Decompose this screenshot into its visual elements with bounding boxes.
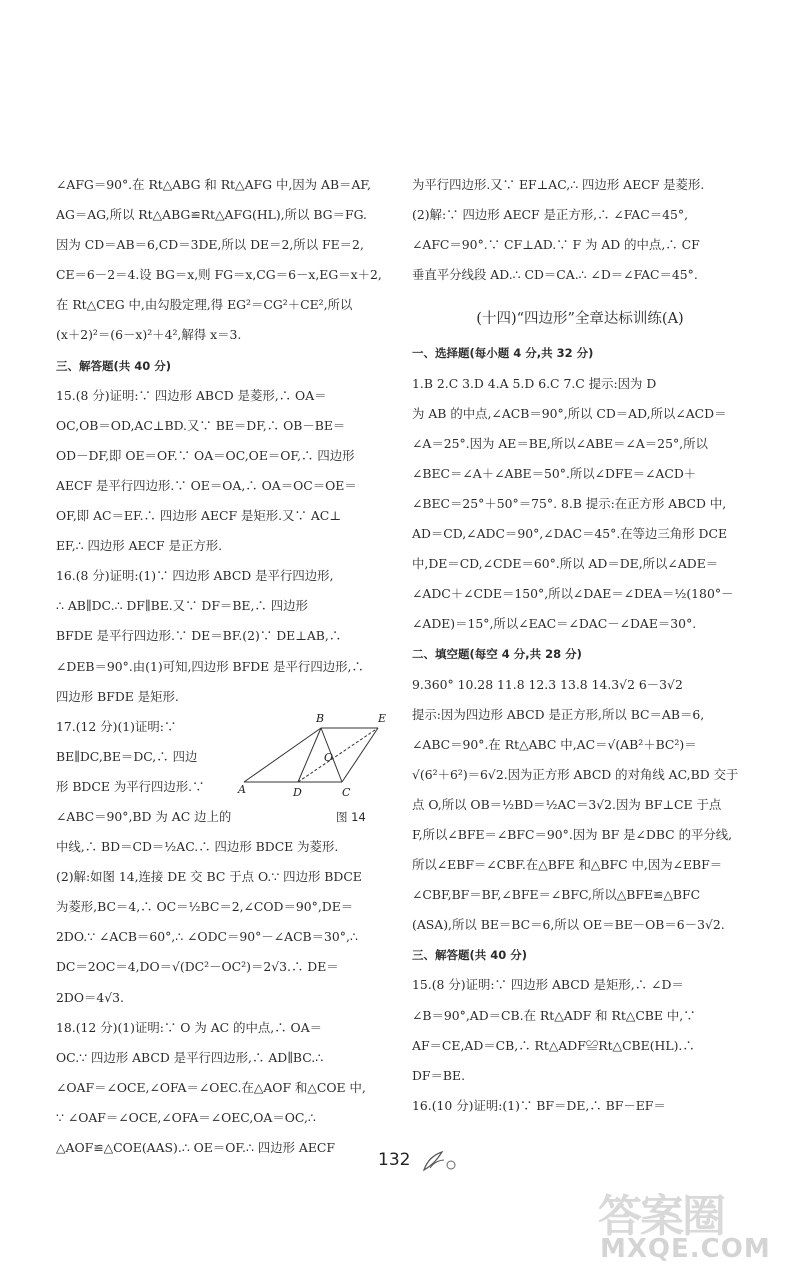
figure-caption: 图 14: [336, 809, 366, 824]
label-a: A: [238, 782, 246, 796]
text-line: ∵ ∠OAF＝∠OCE,∠OFA＝∠OEC,OA＝OC,∴: [56, 1109, 316, 1125]
figure-block: [56, 712, 392, 832]
text-line: 因为 CD＝AB＝6,CD＝3DE,所以 DE＝2,所以 FE＝2,: [56, 237, 364, 253]
text-line: 点 O,所以 OB＝½BD＝½AC＝3√2.因为 BF⊥CE 于点: [412, 796, 722, 812]
text-line: ∠ABC＝90°,BD 为 AC 边上的: [56, 808, 232, 824]
text-line: (2)解:如图 14,连接 DE 交 BC 于点 O.∵ 四边形 BDCE: [56, 869, 362, 885]
label-b: B: [316, 711, 325, 725]
text-line: ∠DEB＝90°.由(1)可知,四边形 BFDE 是平行四边形,∴: [56, 658, 364, 674]
text-line: ∴ AB∥DC.∴ DF∥BE.又∵ DF＝BE,∴ 四边形: [56, 598, 308, 614]
text-line: (2)解:∵ 四边形 AECF 是正方形,∴ ∠FAC＝45°,: [412, 207, 689, 223]
text-line: AG＝AG,所以 Rt△ABG≌Rt△AFG(HL),所以 BG＝FG.: [56, 207, 367, 223]
text-line: ∠ADE)＝15°,所以∠EAC＝∠DAC－∠DAE＝30°.: [412, 616, 697, 632]
text-line: 15.(8 分)证明:∵ 四边形 ABCD 是矩形,∴ ∠D＝: [412, 977, 684, 993]
right-block-a: [412, 170, 748, 290]
watermark-logo: 答案圈: [598, 1191, 724, 1242]
text-line: 形 BDCE 为平行四边形.∵: [56, 778, 205, 794]
text-line: ∠CBF,BF＝BF,∠BFE＝∠BFC,所以△BFE≌△BFC: [412, 887, 701, 903]
text-line: 2DO＝4√3.: [56, 989, 124, 1005]
text-line: AF＝CE,AD＝CB,∴ Rt△ADF≌Rt△CBE(HL).∴: [412, 1037, 695, 1053]
text-line: OD－DF,即 OE＝OF.∵ OA＝OC,OE＝OF,∴ 四边形: [56, 447, 355, 463]
right-block-c: [412, 670, 748, 941]
text-line: AD＝CD,∠ADC＝90°,∠DAC＝45°.在等边三角形 DCE: [412, 526, 727, 542]
leaf-ornament-icon: [420, 1148, 460, 1174]
text-line: ∠B＝90°,AD＝CB.在 Rt△ADF 和 Rt△CBE 中,∵: [412, 1007, 696, 1023]
text-line: DF＝BE.: [412, 1067, 466, 1083]
text-line: BFDE 是平行四边形.∵ DE＝BF.(2)∵ DE⊥AB,∴: [56, 628, 342, 644]
text-line: 16.(8 分)证明:(1)∵ 四边形 ABCD 是平行四边形,: [56, 568, 334, 584]
text-line: ∠BEC＝25°＋50°＝75°. 8.B 提示:在正方形 ABCD 中,: [412, 495, 727, 511]
text-line: OC,OB＝OD,AC⊥BD.又∵ BE＝DF,∴ OB－BE＝: [56, 417, 346, 433]
text-line: OF,即 AC＝EF.∴ 四边形 AECF 是矩形.又∵ AC⊥: [56, 508, 341, 524]
text-line: 中,DE＝CD,∠CDE＝60°.所以 AD＝DE,所以∠ADE＝: [412, 556, 719, 572]
text-line: ∠AFG＝90°.在 Rt△ABG 和 Rt△AFG 中,因为 AB＝AF,: [56, 177, 371, 192]
text-line: 18.(12 分)(1)证明:∵ O 为 AC 的中点,∴ OA＝: [56, 1019, 323, 1035]
text-line: ∠BEC＝∠A＋∠ABE＝50°.所以∠DFE＝∠ACD＋: [412, 465, 697, 481]
text-line: 9.360° 10.28 11.8 12.3 13.8 14.3√2 6－3√2: [412, 676, 683, 692]
text-line: 15.(8 分)证明:∵ 四边形 ABCD 是菱形,∴ OA＝: [56, 387, 327, 403]
text-line: (x＋2)²＝(6－x)²＋4²,解得 x＝3.: [56, 327, 242, 343]
chapter-title: (十四)“四边形”全章达标训练(A): [476, 311, 684, 328]
page-number: 132: [378, 1150, 411, 1170]
section-heading: 二、填空题(每空 4 分,共 28 分): [412, 647, 582, 662]
left-block-a: [56, 170, 392, 351]
right-block-d: [412, 970, 748, 1120]
text-line: ∠ADC＋∠CDE＝150°,所以∠DAE＝∠DEA＝½(180°－: [412, 586, 734, 602]
line-ec: [342, 728, 378, 782]
text-line: 中线,∴ BD＝CD＝½AC.∴ 四边形 BDCE 为菱形.: [56, 839, 339, 855]
text-line: √(6²＋6²)＝6√2.因为正方形 ABCD 的对角线 AC,BD 交于: [412, 766, 739, 782]
watermark-url: MXQE.COM: [600, 1234, 771, 1264]
text-line: BE∥DC,BE＝DC,∴ 四边: [56, 748, 198, 764]
right-column: [412, 170, 748, 1121]
text-line: 为平行四边形.又∵ EF⊥AC,∴ 四边形 AECF 是菱形.: [412, 177, 705, 192]
text-line: 提示:因为四边形 ABCD 是正方形,所以 BC＝AB＝6,: [412, 706, 705, 722]
text-line: 17.(12 分)(1)证明:∵: [56, 718, 177, 734]
left-block-c: [56, 832, 392, 1163]
text-line: 为 AB 的中点,∠ACB＝90°,所以 CD＝AD,所以∠ACD＝: [412, 405, 727, 421]
text-line: 四边形 BFDE 是矩形.: [56, 688, 179, 704]
text-line: 垂直平分线段 AD.∴ CD＝CA.∴ ∠D＝∠FAC＝45°.: [412, 267, 698, 283]
label-o: O: [324, 750, 334, 764]
text-line: F,所以∠BFE＝∠BFC＝90°.因为 BF 是∠DBC 的平分线,: [412, 826, 733, 842]
text-line: (ASA),所以 BE＝BC＝6,所以 OE＝BE－OB＝6－3√2.: [412, 917, 725, 933]
text-line: ∠A＝25°.因为 AE＝BE,所以∠ABE＝∠A＝25°,所以: [412, 435, 708, 451]
section-heading: 三、解答题(共 40 分): [56, 358, 172, 373]
text-line: CE＝6－2＝4.设 BG＝x,则 FG＝x,CG＝6－x,EG＝x＋2,: [56, 267, 382, 283]
text-line: EF,∴ 四边形 AECF 是正方形.: [56, 538, 223, 554]
section-heading: 一、选择题(每小题 4 分,共 32 分): [412, 346, 594, 361]
text-line: AECF 是平行四边形.∵ OE＝OA,∴ OA＝OC＝OE＝: [56, 477, 357, 493]
text-line: DC＝2OC＝4,DO＝√(DC²－OC²)＝2√3.∴ DE＝: [56, 959, 339, 975]
left-block-b: [56, 381, 392, 712]
label-d: D: [293, 785, 302, 799]
right-block-b: [412, 369, 748, 640]
label-c: C: [342, 785, 351, 799]
text-line: ∠AFC＝90°.∵ CF⊥AD.∵ F 为 AD 的中点,∴ CF: [412, 237, 700, 253]
text-line: ∠OAF＝∠OCE,∠OFA＝∠OEC.在△AOF 和△COE 中,: [56, 1079, 366, 1095]
text-line: 1.B 2.C 3.D 4.A 5.D 6.C 7.C 提示:因为 D: [412, 375, 657, 391]
text-line: 2DO.∵ ∠ACB＝60°,∴ ∠ODC＝90°－∠ACB＝30°,∴: [56, 929, 358, 945]
text-line: 在 Rt△CEG 中,由勾股定理,得 EG²＝CG²＋CE²,所以: [56, 297, 353, 313]
text-line: 为菱形,BC＝4,∴ OC＝½BC＝2,∠COD＝90°,DE＝: [56, 899, 354, 915]
left-column: [56, 170, 392, 1163]
text-line: OC.∵ 四边形 ABCD 是平行四边形,∴ AD∥BC.∴: [56, 1049, 324, 1065]
section-heading: 三、解答题(共 40 分): [412, 948, 528, 963]
text-line: △AOF≌△COE(AAS).∴ OE＝OF.∴ 四边形 AECF: [56, 1140, 335, 1155]
text-line: 所以∠EBF＝∠CBF.在△BFE 和△BFC 中,因为∠EBF＝: [412, 857, 723, 873]
label-e: E: [378, 711, 387, 725]
text-line: 16.(10 分)证明:(1)∵ BF＝DE,∴ BF－EF＝: [412, 1097, 666, 1113]
text-line: ∠ABC＝90°.在 Rt△ABC 中,AC＝√(AB²＋BC²)＝: [412, 736, 697, 752]
